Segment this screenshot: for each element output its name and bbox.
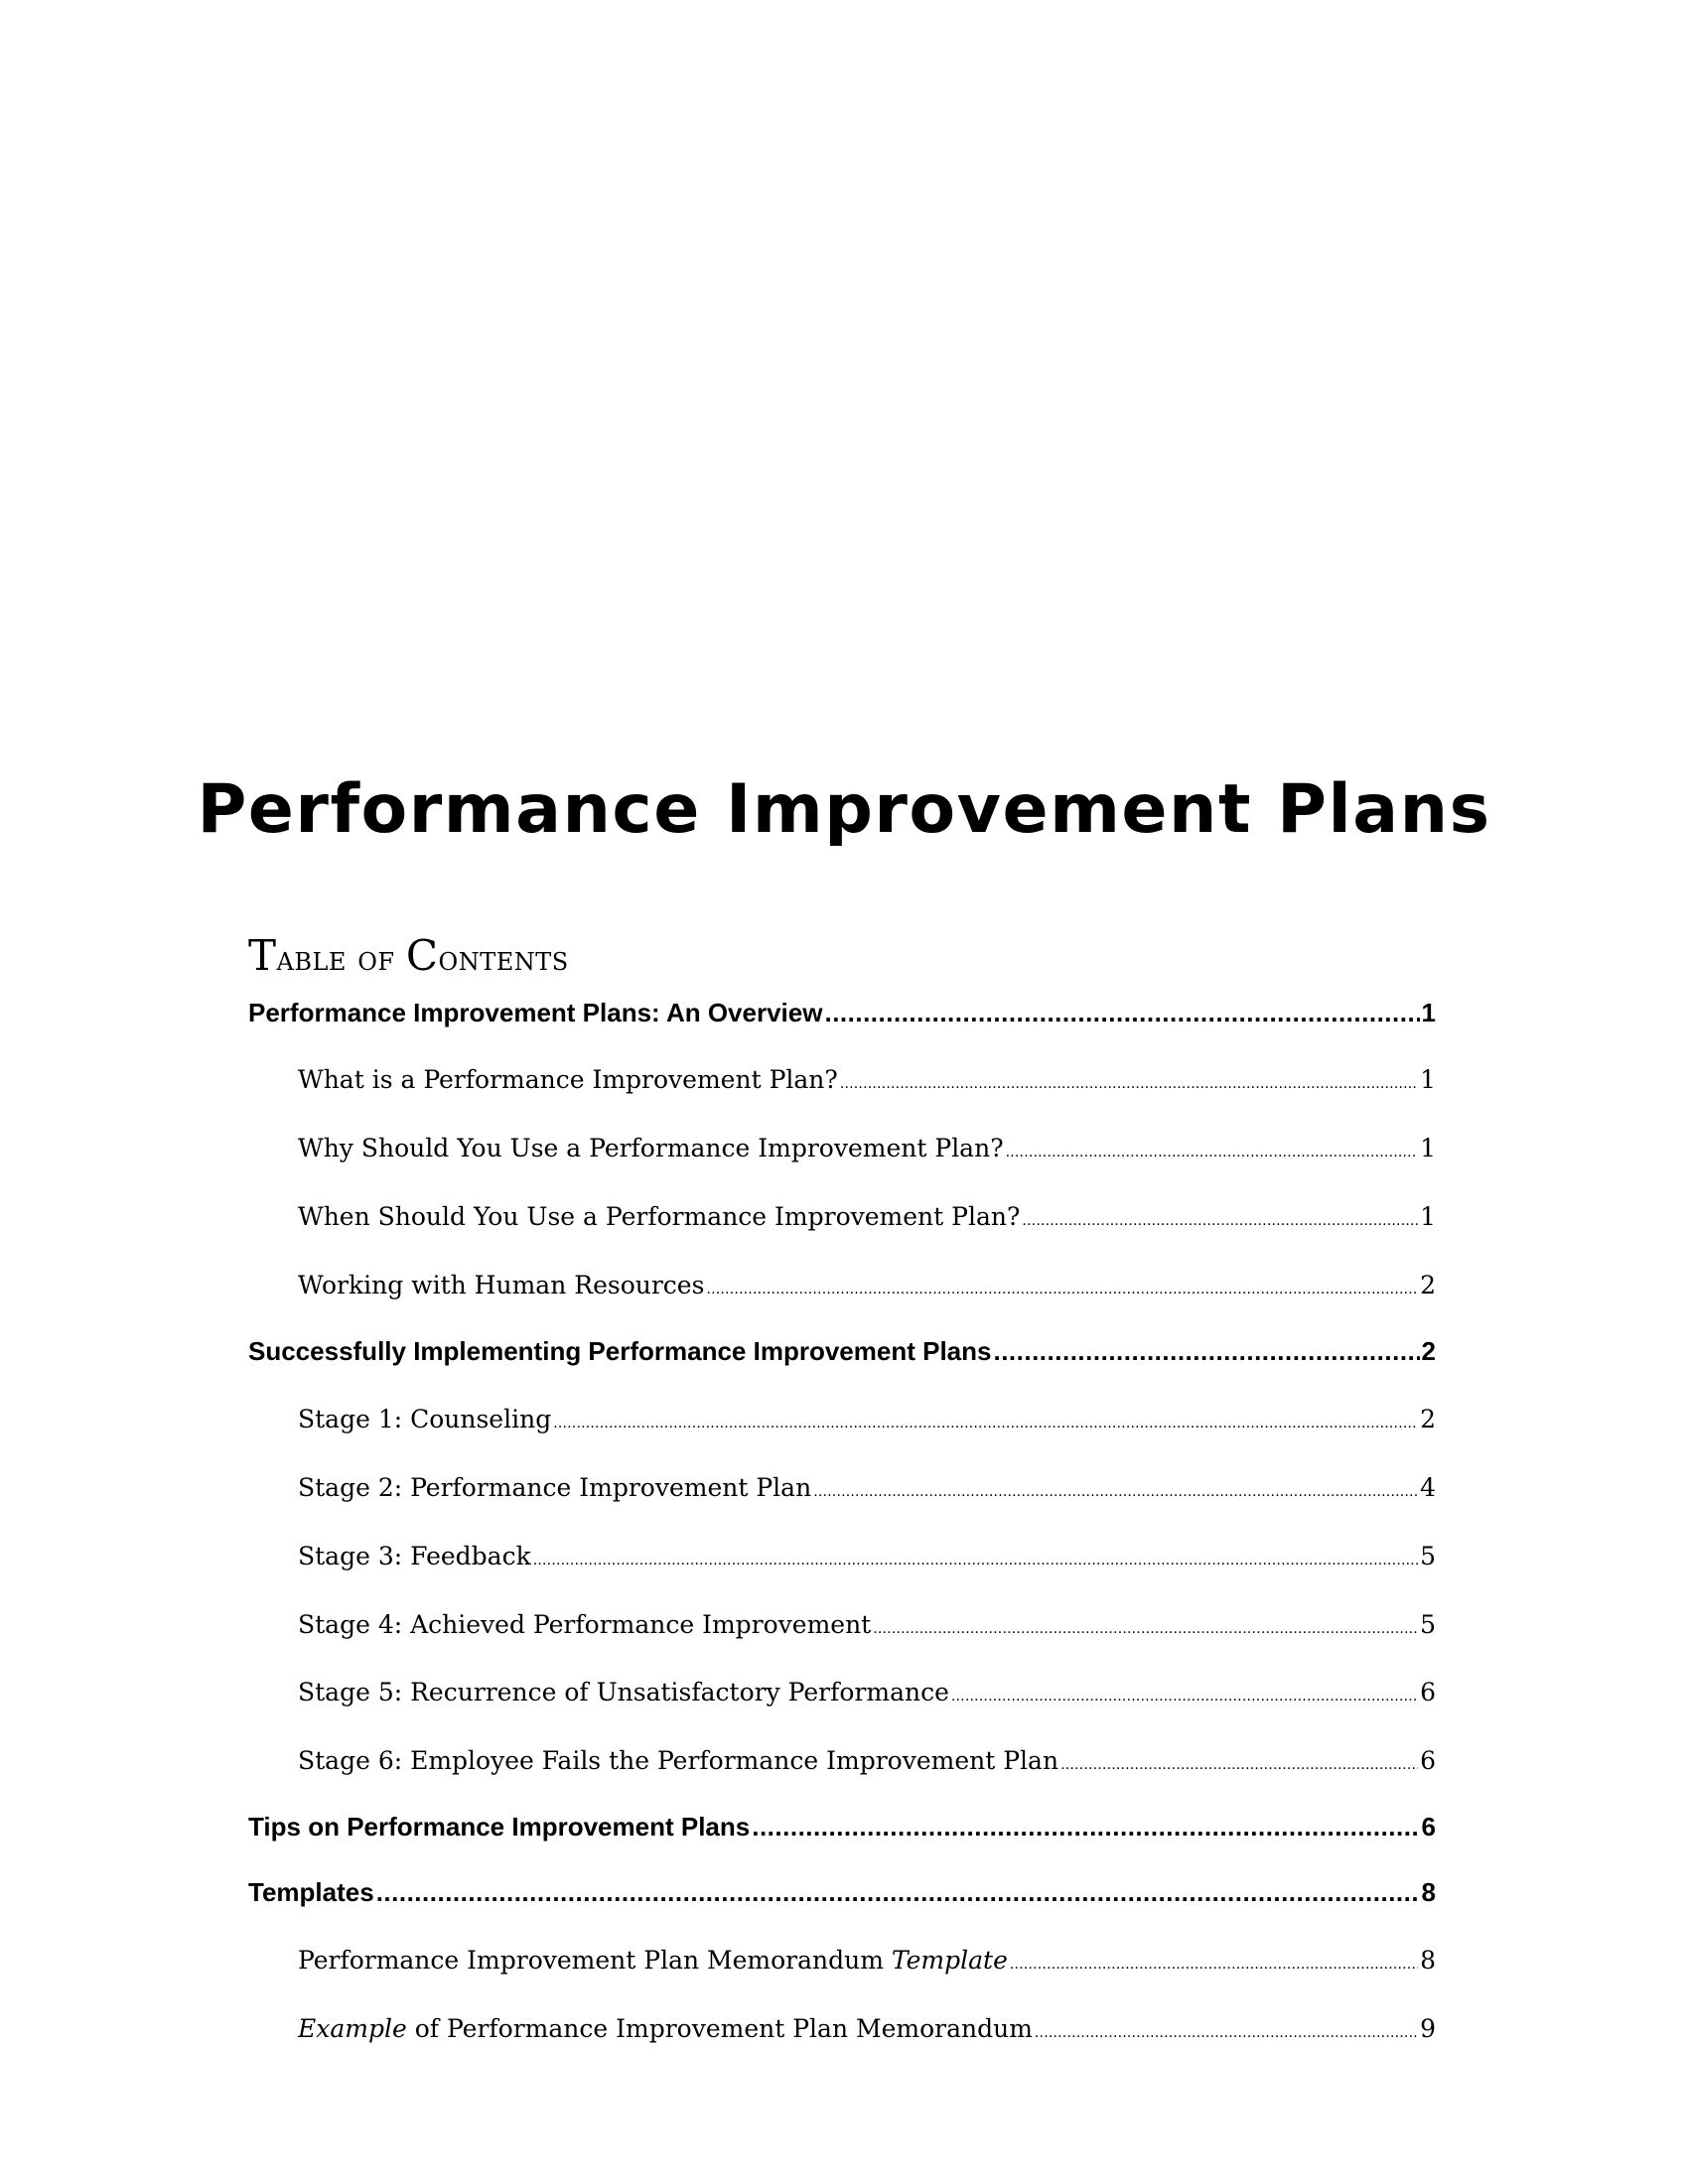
- toc-entry-overview[interactable]: [248, 998, 1436, 1028]
- toc-entry-text: Stage 4: Achieved Performance Improvement: [298, 1610, 872, 1639]
- toc-entry-text-italic: Template: [891, 1946, 1008, 1975]
- toc-entry-stage-4[interactable]: [298, 1610, 1436, 1639]
- toc-leader: [1035, 2025, 1418, 2041]
- toc-leader: [1010, 1957, 1418, 1973]
- toc-entry-why-use-pip[interactable]: [298, 1134, 1436, 1162]
- toc-leader: [993, 1336, 1419, 1367]
- toc-page-number: 9: [1420, 2014, 1436, 2043]
- toc-page-number: 6: [1420, 1746, 1436, 1775]
- toc-entry-text-plain: Performance Improvement Plan Memorandum: [298, 1946, 892, 1975]
- toc-entry-memo-template[interactable]: [298, 1946, 1436, 1975]
- toc-heading-word-2: ontents: [438, 939, 569, 979]
- toc-entry-stage-2[interactable]: [298, 1473, 1436, 1502]
- toc-entry-text: Stage 2: Performance Improvement Plan: [298, 1473, 812, 1502]
- toc-entry-templates[interactable]: [248, 1877, 1436, 1908]
- toc-page-number: 2: [1420, 1405, 1436, 1433]
- toc-entry-what-is-pip[interactable]: [298, 1065, 1436, 1094]
- toc-leader: [951, 1689, 1418, 1705]
- toc-entry-text: [298, 2014, 1033, 2043]
- toc-leader: [1022, 1213, 1418, 1229]
- toc-entry-text-italic: Example: [298, 2014, 407, 2043]
- toc-entry-text: Tips on Performance Improvement Plans: [248, 1812, 751, 1842]
- toc-entry-text: Stage 3: Feedback: [298, 1542, 531, 1570]
- toc-page-number: 8: [1420, 1946, 1436, 1975]
- toc-page-number: 8: [1421, 1877, 1436, 1907]
- toc-entry-text: Stage 1: Counseling: [298, 1405, 552, 1433]
- toc-page-number: 6: [1421, 1812, 1436, 1842]
- toc-entry-text: [298, 1946, 1008, 1975]
- toc-page-number: 6: [1420, 1678, 1436, 1706]
- toc-leader: [533, 1553, 1418, 1569]
- toc-entry-text: What is a Performance Improvement Plan?: [298, 1065, 838, 1094]
- toc-entry-text-plain: of Performance Improvement Plan Memorandum: [406, 2014, 1033, 2043]
- toc-entry-stage-6[interactable]: [298, 1746, 1436, 1775]
- toc-heading-word-1: able of: [276, 939, 406, 979]
- toc-entry-stage-3[interactable]: [298, 1542, 1436, 1570]
- toc-page-number: 4: [1420, 1473, 1436, 1502]
- toc-page-number: 5: [1420, 1610, 1436, 1639]
- toc-entry-memo-example[interactable]: [298, 2014, 1436, 2043]
- toc-entry-text: Templates: [248, 1877, 374, 1907]
- toc-entry-when-use-pip[interactable]: [298, 1202, 1436, 1231]
- toc-entry-text: Working with Human Resources: [298, 1271, 705, 1299]
- toc-leader: [873, 1621, 1418, 1637]
- toc-entry-text: Why Should You Use a Performance Improvement Plan?: [298, 1134, 1004, 1162]
- toc-leader: [706, 1282, 1418, 1297]
- toc-heading-initial-1: T: [248, 931, 277, 980]
- toc-heading: [248, 931, 569, 981]
- toc-leader: [840, 1076, 1418, 1092]
- toc-page-number: 5: [1420, 1542, 1436, 1570]
- toc-entry-text: Successfully Implementing Performance Improvement Plans: [248, 1336, 992, 1366]
- toc-entry-text: Stage 5: Recurrence of Unsatisfactory Performance: [298, 1678, 949, 1706]
- toc-leader: [752, 1812, 1419, 1843]
- toc-leader: [813, 1484, 1418, 1500]
- toc-entry-human-resources[interactable]: [298, 1271, 1436, 1299]
- toc-page-number: 1: [1420, 1202, 1436, 1231]
- toc-entry-text: Performance Improvement Plans: An Overview: [248, 998, 823, 1027]
- toc-page-number: 1: [1420, 1065, 1436, 1094]
- toc-page-number: 2: [1421, 1336, 1436, 1366]
- toc-entry-text: When Should You Use a Performance Improvement Plan?: [298, 1202, 1021, 1231]
- toc-leader: [1060, 1757, 1418, 1773]
- toc-page-number: 1: [1420, 1134, 1436, 1162]
- toc-page-number: 2: [1420, 1271, 1436, 1299]
- toc-entry-stage-1[interactable]: [298, 1405, 1436, 1433]
- toc-entry-stage-5[interactable]: [298, 1678, 1436, 1706]
- toc-leader: [553, 1416, 1418, 1432]
- toc-page-number: 1: [1421, 998, 1436, 1027]
- toc-entry-tips[interactable]: [248, 1812, 1436, 1843]
- toc-entry-text: Stage 6: Employee Fails the Performance Improvement Plan: [298, 1746, 1059, 1775]
- toc-leader: [376, 1877, 1420, 1908]
- toc-entry-implementing[interactable]: [248, 1336, 1436, 1367]
- toc-leader: [1006, 1145, 1418, 1160]
- toc-leader: [824, 998, 1419, 1028]
- document-title: Performance Improvement Plans: [197, 770, 1491, 849]
- toc-heading-initial-2: C: [405, 931, 439, 980]
